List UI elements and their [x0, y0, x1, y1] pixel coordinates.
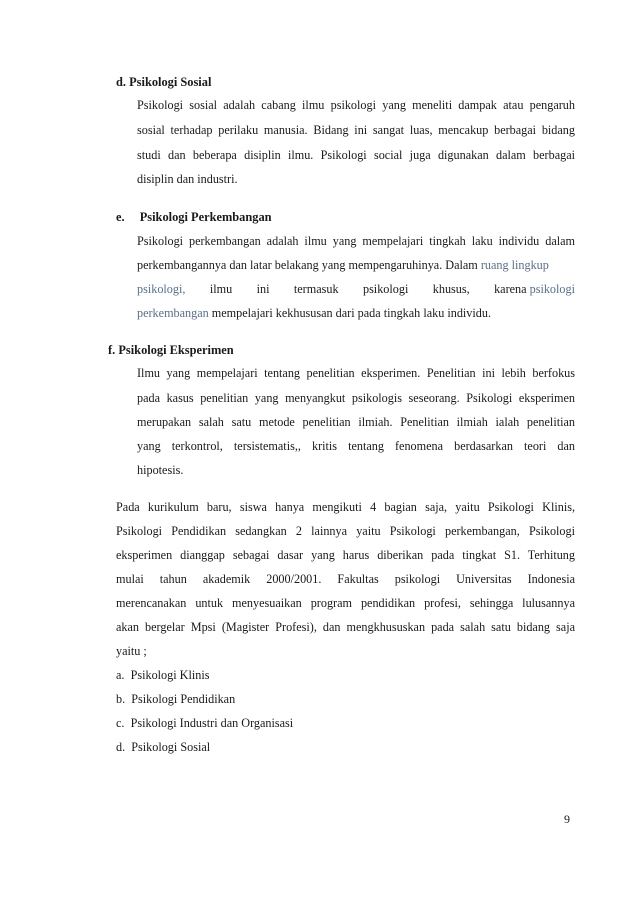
section-e-line-text: perkembangannya dan latar belakang yang mempengaruhinya. Dalam: [137, 258, 478, 272]
page-number: 9: [564, 812, 570, 826]
list-item: [116, 716, 293, 731]
section-e-line: [137, 306, 491, 321]
word: psikologi: [362, 282, 409, 296]
link-perkembangan[interactable]: perkembangan: [137, 306, 209, 320]
section-d-heading: [116, 75, 211, 90]
section-f-line: merupakan salah satu metode penelitian ilmiah. Penelitian ilmiah ialah penelitian: [137, 415, 575, 429]
paragraph-line: Pada kurikulum baru, siswa hanya mengikuti 4 bagian saja, yaitu Psikologi Klinis,: [116, 500, 575, 514]
paragraph-line: merencanakan untuk menyesuaikan program pendidikan profesi, sehingga lulusannya: [116, 596, 575, 610]
section-e-line: Psikologi perkembangan adalah ilmu yang mempelajari tingkah laku individu dalam: [137, 234, 575, 248]
list-marker: a.: [116, 668, 125, 682]
list-item: [116, 740, 210, 755]
section-d-line: sosial terhadap perilaku manusia. Bidang ini sangat luas, mencakup berbagai bidang: [137, 123, 575, 137]
paragraph-line: akan bergelar Mpsi (Magister Profesi), dan mengkhususkan pada salah satu bidang saja: [116, 620, 575, 634]
section-d-title: Psikologi Sosial: [129, 75, 212, 89]
paragraph-line: Psikologi Pendidikan sedangkan 2 lainnya yaitu Psikologi perkembangan, Psikologi: [116, 524, 575, 538]
paragraph-line: yaitu ;: [116, 644, 147, 658]
section-d-marker: d.: [116, 75, 126, 89]
section-d-line: studi dan beberapa disiplin ilmu. Psikologi social juga digunakan dalam berbagai: [137, 148, 575, 162]
section-f-line: pada kasus penelitian yang menyangkut psikologis seseorang. Psikologi eksperimen: [137, 391, 575, 405]
section-e-title: Psikologi Perkembangan: [139, 210, 272, 224]
list-marker: c.: [116, 716, 125, 730]
section-e-line-text: mempelajari kekhususan dari pada tingkah laku individu.: [211, 306, 492, 320]
section-d-line: disiplin dan industri.: [137, 172, 238, 186]
link-word[interactable]: psikologi,: [137, 282, 186, 296]
section-e-line: [137, 258, 549, 273]
section-e-link-line: [137, 282, 575, 297]
link-word[interactable]: psikologi: [529, 282, 575, 296]
list-item: [116, 668, 209, 683]
list-text: Psikologi Sosial: [131, 740, 211, 754]
word: karena: [494, 282, 527, 296]
section-e-marker: e.: [116, 210, 125, 224]
section-f-line: yang terkontrol, tersistematis,, kritis tentang fenomena berdasarkan teori dan: [137, 439, 575, 453]
word: khusus,: [432, 282, 470, 296]
word: ilmu: [209, 282, 233, 296]
list-text: Psikologi Pendidikan: [131, 692, 236, 706]
section-e-heading: [116, 210, 272, 225]
list-text: Psikologi Klinis: [130, 668, 210, 682]
list-text: Psikologi Industri dan Organisasi: [130, 716, 294, 730]
list-item: [116, 692, 235, 707]
section-f-marker: f.: [108, 343, 116, 357]
word: ini: [256, 282, 270, 296]
section-f-title: Psikologi Eksperimen: [118, 343, 234, 357]
section-f-heading: [108, 343, 234, 358]
list-marker: d.: [116, 740, 126, 754]
link-ruang-lingkup[interactable]: ruang lingkup: [480, 258, 549, 272]
section-f-line: hipotesis.: [137, 463, 184, 477]
word: termasuk: [293, 282, 339, 296]
section-f-line: Ilmu yang mempelajari tentang penelitian eksperimen. Penelitian ini lebih berfokus: [137, 366, 575, 380]
section-d-line: Psikologi sosial adalah cabang ilmu psikologi yang meneliti dampak atau pengaruh: [137, 98, 575, 112]
paragraph-line: eksperimen dianggap sebagai dasar yang harus diberikan pada tingkat S1. Terhitung: [116, 548, 575, 562]
paragraph-line: mulai tahun akademik 2000/2001. Fakultas psikologi Universitas Indonesia: [116, 572, 575, 586]
list-marker: b.: [116, 692, 126, 706]
